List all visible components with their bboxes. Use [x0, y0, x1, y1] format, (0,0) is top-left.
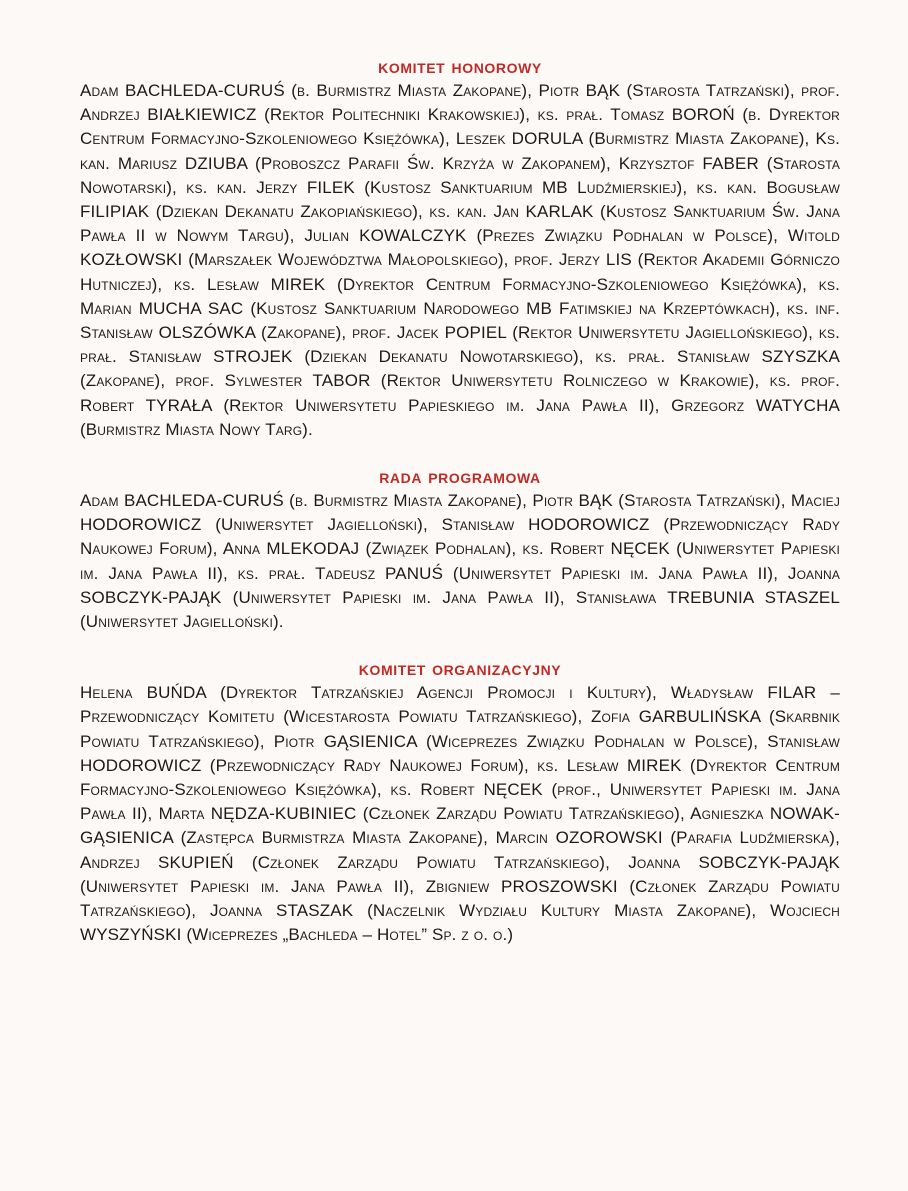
komitet-organizacyjny-section: [80, 658, 840, 947]
section-body: Helena BUŃDA (Dyrektor Tatrzańskiej Agencji Promocji i Kultury), Władysław FILAR – Przewodniczący Komitetu (Wicestarosta Powiatu Tatrzańskiego), Zofia GARBULIŃSKA (Skarbnik Powiatu Tatrzańskiego), Piotr GĄSIENICA (Wiceprezes Związku Podhalan w Polsce), Stanisław HODOROWICZ (Przewodniczący Rady Naukowej Forum), ks. Lesław MIREK (Dyrektor Centrum Formacyjno-Szkoleniowego Księżówka), ks. Robert NĘCEK (prof., Uniwersytet Papieski im. Jana Pawła II), Marta NĘDZA-KUBINIEC (Członek Zarządu Powiatu Tatrzańskiego), Agnieszka NOWAK-GĄSIENICA (Zastępca Burmistrza Miasta Zakopane), Marcin OZOROWSKI (Parafia Ludźmierska), Andrzej SKUPIEŃ (Członek Zarządu Powiatu Tatrzańskiego), Joanna SOBCZYK-PAJĄK (Uniwersytet Papieski im. Jana Pawła II), Zbigniew PROSZOWSKI (Członek Zarządu Powiatu Tatrzańskiego), Joanna STASZAK (Naczelnik Wydziału Kultury Miasta Zakopane), Wojciech WYSZYŃSKI (Wiceprezes „Bachleda – Hotel” Sp. z o. o.): [80, 683, 840, 945]
section-heading: komitet organizacyjny: [358, 658, 562, 681]
section-heading: komitet honorowy: [378, 56, 542, 78]
komitet-honorowy-section: [80, 56, 840, 442]
section-heading: rada programowa: [379, 466, 541, 489]
section-body: Adam BACHLEDA-CURUŚ (b. Burmistrz Miasta Zakopane), Piotr BĄK (Starosta Tatrzański), prof. Andrzej BIAŁKIEWICZ (Rektor Politechniki Krakowskiej), ks. prał. Tomasz BOROŃ (b. Dyrektor Centrum Formacyjno-Szkoleniowego Księżówka), Leszek DORULA (Burmistrz Miasta Zakopane), Ks. kan. Mariusz DZIUBA (Proboszcz Parafii Św. Krzyża w Zakopanem), Krzysztof FABER (Starosta Nowotarski), ks. kan. Jerzy FILEK (Kustosz Sanktuarium MB Ludźmierskiej), ks. kan. Bogusław FILIPIAK (Dziekan Dekanatu Zakopiańskiego), ks. kan. Jan KARLAK (Kustosz Sanktuarium Św. Jana Pawła II w Nowym Targu), Julian KOWALCZYK (Prezes Związku Podhalan w Polsce), Witold KOZŁOWSKI (Marszałek Województwa Małopolskiego), prof. Jerzy LIS (Rektor Akademii Górniczo Hutniczej), ks. Lesław MIREK (Dyrektor Centrum Formacyjno-Szkoleniowego Księżówka), ks. Marian MUCHA SAC (Kustosz Sanktuarium Narodowego MB Fatimskiej na Krzeptówkach), ks. inf. Stanisław OLSZÓWKA (Zakopane), prof. Jacek POPIEL (Rektor Uniwersytetu Jagiellońskiego), ks. prał. Stanisław STROJEK (Dziekan Dekanatu Nowotarskiego), ks. prał. Stanisław SZYSZKA (Zakopane), prof. Sylwester TABOR (Rektor Uniwersytetu Rolniczego w Krakowie), ks. prof. Robert TYRAŁA (Rektor Uniwersytetu Papieskiego im. Jana Pawła II), Grzegorz WATYCHA (Burmistrz Miasta Nowy Targ).: [80, 81, 840, 439]
rada-programowa-section: [80, 466, 840, 634]
section-body: Adam BACHLEDA-CURUŚ (b. Burmistrz Miasta Zakopane), Piotr BĄK (Starosta Tatrzański), Maciej HODOROWICZ (Uniwersytet Jagielloński), Stanisław HODOROWICZ (Przewodniczący Rady Naukowej Forum), Anna MLEKODAJ (Związek Podhalan), ks. Robert NĘCEK (Uniwersytet Papieski im. Jana Pawła II), ks. prał. Tadeusz PANUŚ (Uniwersytet Papieski im. Jana Pawła II), Joanna SOBCZYK-PAJĄK (Uniwersytet Papieski im. Jana Pawła II), Stanisława TREBUNIA STASZEL (Uniwersytet Jagielloński).: [80, 491, 840, 632]
